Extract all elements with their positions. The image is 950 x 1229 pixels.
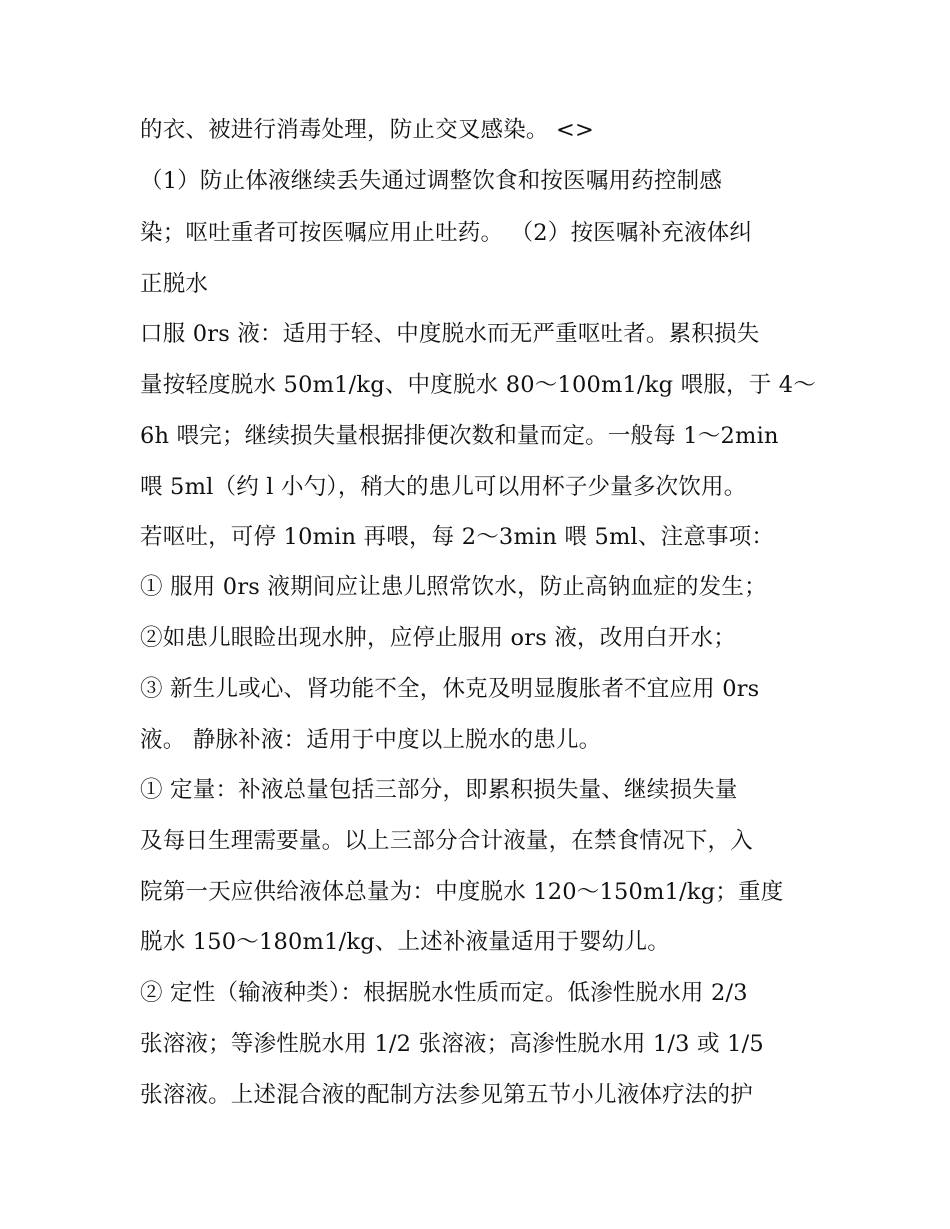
text-line: 喂 5ml（约 l 小勺），稍大的患儿可以用杯子少量多次饮用。 bbox=[140, 474, 747, 500]
text-line: 染；呕吐重者可按医嘱应用止吐药。 （2）按医嘱补充液体纠 bbox=[140, 220, 753, 246]
text-line: （1）防止体液继续丢失通过调整饮食和按医嘱用药控制感 bbox=[140, 168, 723, 194]
text-line: 若呕吐，可停 10min 再喂，每 2～3min 喂 5ml、注意事项： bbox=[140, 524, 775, 550]
text-line: ② 定性（输液种类）：根据脱水性质而定。低渗性脱水用 2/3 bbox=[140, 980, 748, 1006]
text-line: 张溶液。上述混合液的配制方法参见第五节小儿液体疗法的护 bbox=[140, 1082, 753, 1108]
text-line: 及每日生理需要量。以上三部分合计液量，在禁食情况下，入 bbox=[140, 828, 753, 854]
text-line: 正脱水 bbox=[140, 271, 209, 297]
text-line: ① 定量：补液总量包括三部分，即累积损失量、继续损失量 bbox=[140, 777, 738, 803]
text-line: 量按轻度脱水 50m1/kg、中度脱水 80～100m1/kg 喂服，于 4～ bbox=[140, 372, 816, 398]
text-line: 6h 喂完；继续损失量根据排便次数和量而定。一般每 1～2min bbox=[140, 423, 779, 449]
text-line: 脱水 150～180m1/kg、上述补液量适用于婴幼儿。 bbox=[140, 929, 670, 955]
text-line: ②如患儿眼睑出现水肿，应停止服用 ors 液，改用白开水； bbox=[140, 625, 736, 651]
text-line: ③ 新生儿或心、肾功能不全，休克及明显腹胀者不宜应用 0rs bbox=[140, 676, 760, 702]
text-line: 院第一天应供给液体总量为：中度脱水 120～150m1/kg；重度 bbox=[140, 879, 784, 905]
text-line: ① 服用 0rs 液期间应让患儿照常饮水，防止高钠血症的发生； bbox=[140, 574, 767, 600]
text-line: 口服 0rs 液：适用于轻、中度脱水而无严重呕吐者。累积损失 bbox=[140, 321, 760, 347]
text-line: 张溶液；等渗性脱水用 1/2 张溶液；高渗性脱水用 1/3 或 1/5 bbox=[140, 1031, 764, 1057]
text-line: 液。 静脉补液：适用于中度以上脱水的患儿。 bbox=[140, 727, 602, 753]
text-line: 的衣、被进行消毒处理，防止交叉感染。 <> bbox=[140, 117, 595, 143]
